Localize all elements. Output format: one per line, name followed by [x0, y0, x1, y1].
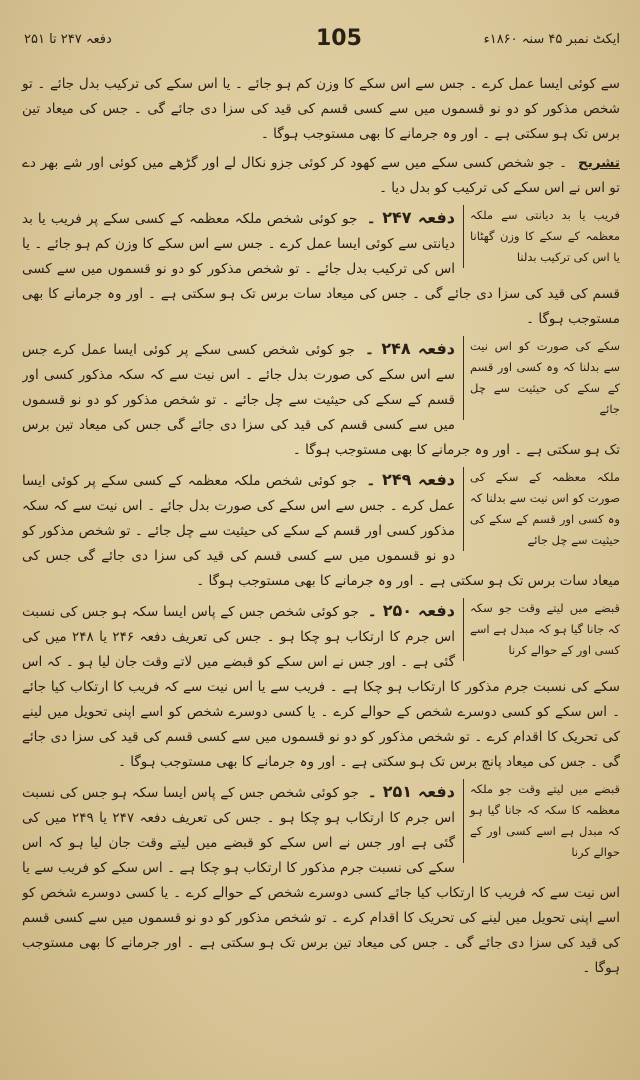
- section-247-number: دفعہ ۲۴۷ ۔: [366, 208, 456, 227]
- section-251-number: دفعہ ۲۵۱ ۔: [367, 782, 455, 801]
- section-250-margin-note: قبضے میں لیتے وقت جو سکہ کہ جانا گیا ہو کہ مبدل ہے اسے کسی اور کے حوالے کرنا: [463, 598, 620, 661]
- section-248-number: دفعہ ۲۴۸ ۔: [364, 339, 456, 358]
- section-247: [22, 205, 620, 332]
- section-249-number: دفعہ ۲۴۹ ۔: [366, 470, 456, 489]
- explanation-text: ۔ جو شخص کسی سکے میں سے کھود کر کوئی جزو نکال لے اور گڑھے میں کوئی اور شے بھر دے تو اس نے اس سکے کی ترکیب کو بدل دیا ۔: [22, 155, 620, 196]
- section-251: [22, 779, 620, 981]
- section-247-text: جو کوئی شخص ملکہ معظمہ کے کسی سکے پر فریب یا بد دیانتی سے کوئی ایسا عمل کرے ۔ جس سے اس سکے کا وزن کم ہو جائے ۔ یا اس کی ترکیب بدل جائے ۔ تو شخص مذکور کو دو نو قسموں میں سے کسی قسم کی قید کی سزا دی جائے گی ۔ جس کی میعاد سات برس تک ہو سکتی ہے ۔ اور وہ جرمانے کا بھی مستوجب ہوگا ۔: [22, 211, 620, 327]
- section-249: [22, 467, 620, 594]
- explanation-paragraph: [22, 151, 620, 201]
- page-number: 105: [316, 26, 362, 51]
- section-249-text: جو کوئی شخص ملکہ معظمہ کے کسی سکے پر کوئی ایسا عمل کرے ۔ جس سے اس سکے کی صورت بدل جائے ۔ اس نیت سے کہ سکہ مذکور کسی اور قسم کے سکے کی حیثیت سے چل جائے ۔ تو شخص مذکور کو دو نو قسموں میں سے کسی قسم کی قید کی سزا دی جائے گی جس کی میعاد سات برس تک ہو سکتی ہے ۔ اور وہ جرمانے کا بھی مستوجب ہوگا ۔: [22, 473, 620, 589]
- section-249-margin-note: ملکہ معظمہ کے سکے کی صورت کو اس نیت سے بدلنا کہ وہ کسی اور قسم کے سکے کی حیثیت سے چل جائے: [463, 467, 620, 551]
- section-250-number: دفعہ ۲۵۰ ۔: [367, 601, 455, 620]
- section-248-text: جو کوئی شخص کسی سکے پر کوئی ایسا عمل کرے جس سے اس سکے کی صورت بدل جائے ۔ اس نیت سے کہ سکہ مذکور کسی اور قسم کے سکے کی حیثیت سے چل جائے ۔ تو شخص مذکور کو دو نو قسموں میں سے کسی قسم کی قید کی سزا دی جائے گی جس کی میعاد تین برس تک ہو سکتی ہے ۔ اور وہ جرمانے کا بھی مستوجب ہوگا ۔: [22, 342, 620, 458]
- section-248-margin-note: سکے کی صورت کو اس نیت سے بدلنا کہ وہ کسی اور قسم کے سکے کی حیثیت سے چل جائے: [463, 336, 620, 420]
- section-250-text: جو کوئی شخص جس کے پاس ایسا سکہ ہو جس کی نسبت اس جرم کا ارتکاب ہو چکا ہو ۔ جس کی تعریف دفعہ ۲۴۶ یا ۲۴۸ میں کی گئی ہے ۔ اور جس نے اس سکے کو قبضے میں لاتے وقت جان لیا ہو ۔ کہ اس سکے کی نسبت جرم مذکور کا ارتکاب ہو چکا ہے ۔ فریب سے یا اس نیت سے کہ فریب کا ارتکاب کیا جائے ۔ اس سکے کو کسی دوسرے شخص کے حوالے کرے ۔ یا کسی دوسرے شخص کو اسے اپنی تحویل میں لینے کی تحریک کا اقدام کرے ۔ تو شخص مذکور کو دو نو قسموں میں سے کسی قسم کی قید کی سزا دی جائے گی ۔ جس کی میعاد پانچ برس تک ہو سکتی ہے ۔ اور وہ جرمانے کا بھی مستوجب ہوگا ۔: [22, 604, 620, 770]
- section-251-margin-note: قبضے میں لیتے وقت جو ملکہ معظمہ کا سکہ کہ جانا گیا ہو کہ مبدل ہے اسے کسی اور کے حوالے کرنا: [463, 779, 620, 863]
- section-248: [22, 336, 620, 463]
- section-251-text: جو کوئی شخص جس کے پاس ایسا سکہ ہو جس کی نسبت اس جرم کا ارتکاب ہو چکا ہو ۔ جس کی تعریف دفعہ ۲۴۷ یا ۲۴۹ میں کی گئی ہے اور جس نے اس سکے کو قبضے میں لیتے وقت جان لیا ہو کہ اس سکے کی نسبت جرم مذکور کا ارتکاب ہو چکا ہے ۔ اس سکے کو فریب سے یا اس نیت سے کہ فریب کا ارتکاب کیا جائے کسی دوسرے شخص کے حوالے کرے ۔ یا کسی دوسرے شخص کو اسے اپنی تحویل میں لینے کی تحریک کا اقدام کرے ۔ تو شخص مذکور کو دو نو قسموں میں سے کسی قسم کی قید کی سزا دی جائے گی ۔ جس کی میعاد تین برس تک ہو سکتی ہے ۔ اور جرمانے کا بھی مستوجب ہوگا ۔: [22, 785, 620, 976]
- opening-paragraph: سے کوئی ایسا عمل کرے ۔ جس سے اس سکے کا وزن کم ہو جائے ۔ یا اس سکے کی ترکیب بدل جائے ۔ تو شخص مذکور کو دو نو قسموں میں سے کسی قسم کی قید کی سزا دی جائے گی ۔ جس کی میعاد تین برس تک ہو سکتی ہے ۔ اور وہ جرمانے کا بھی مستوجب ہوگا ۔: [22, 76, 620, 142]
- page-body: [22, 72, 620, 1060]
- header-section-range: دفعہ ۲۴۷ تا ۲۵۱: [24, 32, 112, 47]
- section-250: [22, 598, 620, 775]
- header-act-title: ایکٹ نمبر ۴۵ سنہ ۱۸۶۰ء: [483, 32, 620, 47]
- page-header: [24, 26, 620, 54]
- section-247-margin-note: فریب یا بد دیانتی سے ملکہ معظمہ کے سکے کا وزن گھٹانا یا اس کی ترکیب بدلنا: [463, 205, 620, 268]
- explanation-heading: تشریح: [577, 155, 620, 171]
